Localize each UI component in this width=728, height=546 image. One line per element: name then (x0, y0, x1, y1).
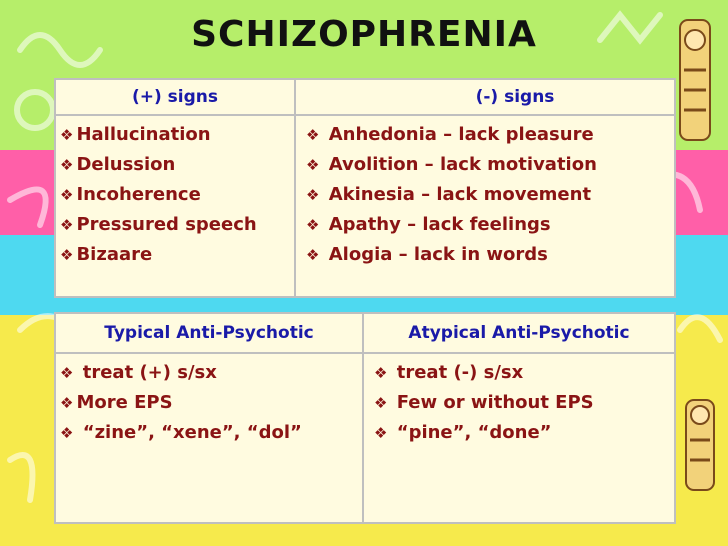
list-item: ❖ Bizaare (60, 244, 153, 265)
atypical-list (363, 353, 675, 523)
list-item: ❖ “zine”, “xene”, “dol” (60, 422, 302, 443)
list-item: ❖ Akinesia – lack movement (306, 184, 592, 205)
bullet-icon: ❖ (60, 126, 74, 144)
bullet-icon: ❖ (306, 126, 320, 144)
typical-list (55, 353, 363, 523)
atypical-header: Atypical Anti-Psychotic (408, 323, 630, 343)
bullet-icon: ❖ (306, 216, 320, 234)
cartoon-figure-icon (680, 20, 714, 490)
list-item: ❖ “pine”, “done” (374, 422, 552, 443)
bullet-icon: ❖ (60, 156, 74, 174)
bullet-icon: ❖ (60, 216, 74, 234)
list-item: ❖ Few or without EPS (374, 392, 594, 413)
list-item: ❖ Delussion (60, 154, 176, 175)
antipsychotic-table (54, 312, 676, 524)
list-item: ❖ Alogia – lack in words (306, 244, 548, 265)
list-item: ❖ Apathy – lack feelings (306, 214, 551, 235)
list-item: ❖ treat (-) s/sx (374, 362, 524, 383)
bullet-icon: ❖ (60, 364, 74, 382)
list-item: ❖ More EPS (60, 392, 173, 413)
bullet-icon: ❖ (306, 186, 320, 204)
list-item: ❖ Pressured speech (60, 214, 257, 235)
bullet-icon: ❖ (374, 394, 388, 412)
list-item: ❖ Incoherence (60, 184, 201, 205)
bullet-icon: ❖ (60, 246, 74, 264)
list-item: ❖ Hallucination (60, 124, 211, 145)
bullet-icon: ❖ (60, 424, 74, 442)
bullet-icon: ❖ (306, 246, 320, 264)
positive-signs-list (55, 115, 295, 297)
bullet-icon: ❖ (60, 394, 74, 412)
positive-signs-header: (+) signs (131, 87, 219, 107)
bullet-icon: ❖ (60, 186, 74, 204)
typical-header: Typical Anti-Psychotic (104, 323, 314, 343)
bullet-icon: ❖ (374, 424, 388, 442)
list-item: ❖ Avolition – lack motivation (306, 154, 597, 175)
list-item: ❖ Anhedonia – lack pleasure (306, 124, 594, 145)
page-title: SCHIZOPHRENIA (191, 14, 537, 55)
signs-table (54, 78, 676, 298)
negative-signs-header: (-) signs (475, 87, 555, 107)
list-item: ❖ treat (+) s/sx (60, 362, 217, 383)
bullet-icon: ❖ (374, 364, 388, 382)
bullet-icon: ❖ (306, 156, 320, 174)
negative-signs-list (295, 115, 675, 297)
